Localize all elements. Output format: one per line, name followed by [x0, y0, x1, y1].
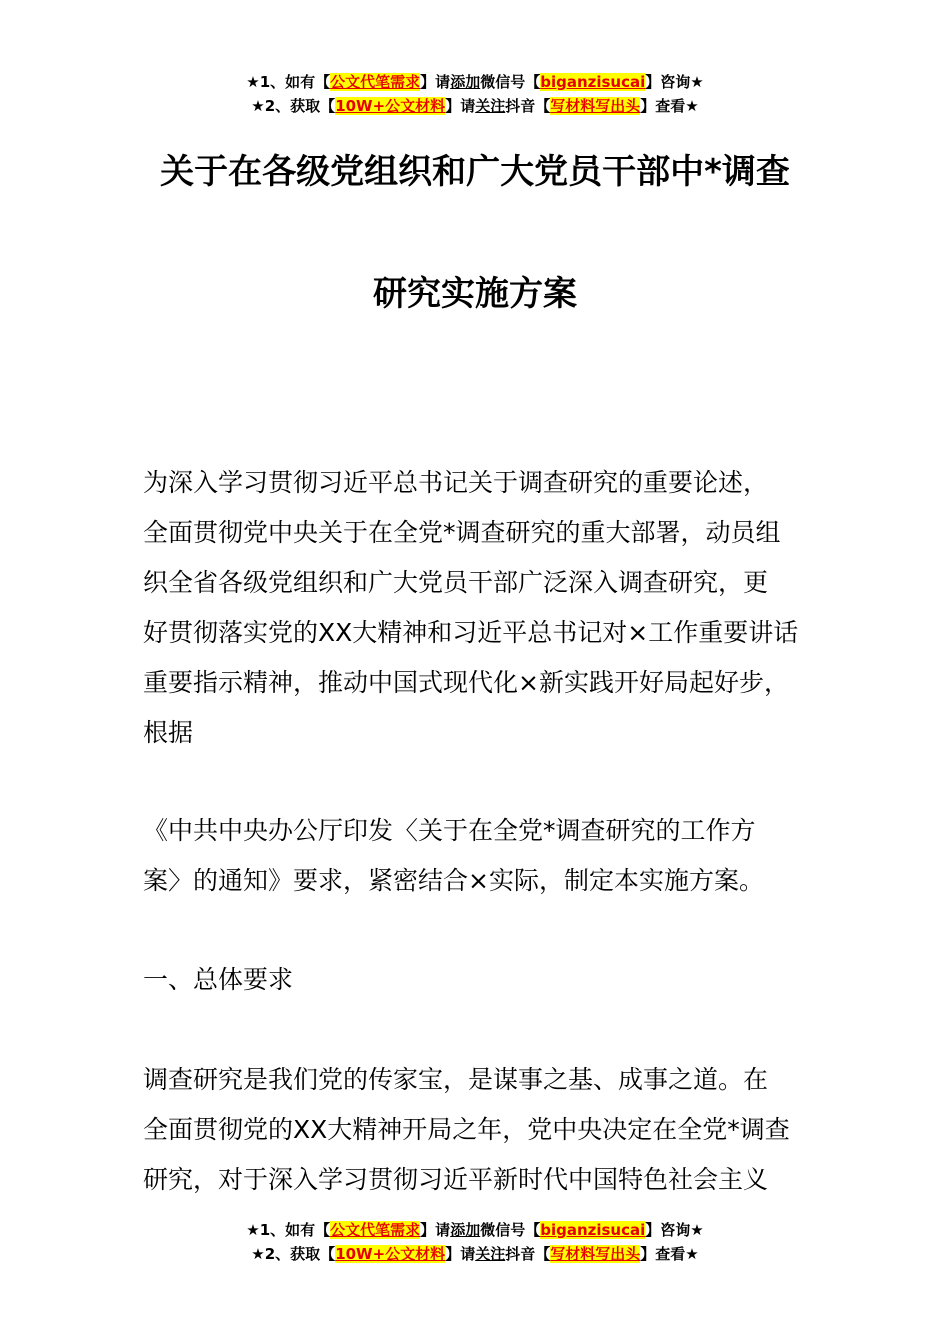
highlight-wechat-id: biganzisucai — [540, 1221, 646, 1239]
promo-banner-bottom — [0, 1218, 950, 1266]
paragraph-intro: 为深入学习贯彻习近平总书记关于调查研究的重要论述， 全面贯彻党中央关于在全党*调查研究的重大部署，动员组 织全省各级党组织和广大党员干部广泛深入调查研究，更 好贯彻落实党的XX大精神和习近平总书记对×工作重要讲话 重要指示精神，推动中国式现代化×新实践开好局起好步， 根据 — [143, 468, 799, 747]
promo-line-2: ★2、获取【10W+公文材料】请关注抖音【写材料写出头】查看★ — [251, 97, 699, 115]
highlight-service: 公文代笔需求 — [330, 73, 421, 91]
paragraph-basis: 《中共中央办公厅印发〈关于在全党*调查研究的工作方 案〉的通知》要求，紧密结合×实际，制定本实施方案。 — [143, 816, 764, 895]
promo-line-1: ★1、如有【公文代笔需求】请添加微信号【biganzisucai】咨询★ — [246, 73, 704, 91]
section-heading-general-requirements: 一、总体要求 — [143, 965, 294, 994]
document-title-line-1: 关于在各级党组织和广大党员干部中*调查 — [160, 152, 790, 192]
highlight-materials: 10W+公文材料 — [335, 97, 446, 115]
promo-line-1: ★1、如有【公文代笔需求】请添加微信号【biganzisucai】咨询★ — [246, 1221, 704, 1239]
promo-banner-top — [0, 70, 950, 118]
highlight-materials: 10W+公文材料 — [335, 1245, 446, 1263]
highlight-wechat-id: biganzisucai — [540, 73, 646, 91]
highlight-douyin-account: 写材料写出头 — [550, 1245, 641, 1263]
highlight-douyin-account: 写材料写出头 — [550, 97, 641, 115]
highlight-service: 公文代笔需求 — [330, 1221, 421, 1239]
document-title-line-2: 研究实施方案 — [373, 274, 577, 314]
paragraph-general-requirements: 调查研究是我们党的传家宝，是谋事之基、成事之道。在 全面贯彻党的XX大精神开局之年，党中央决定在全党*调查 研究，对于深入学习贯彻习近平新时代中国特色社会主义 — [143, 1065, 790, 1194]
promo-line-2: ★2、获取【10W+公文材料】请关注抖音【写材料写出头】查看★ — [251, 1245, 699, 1263]
